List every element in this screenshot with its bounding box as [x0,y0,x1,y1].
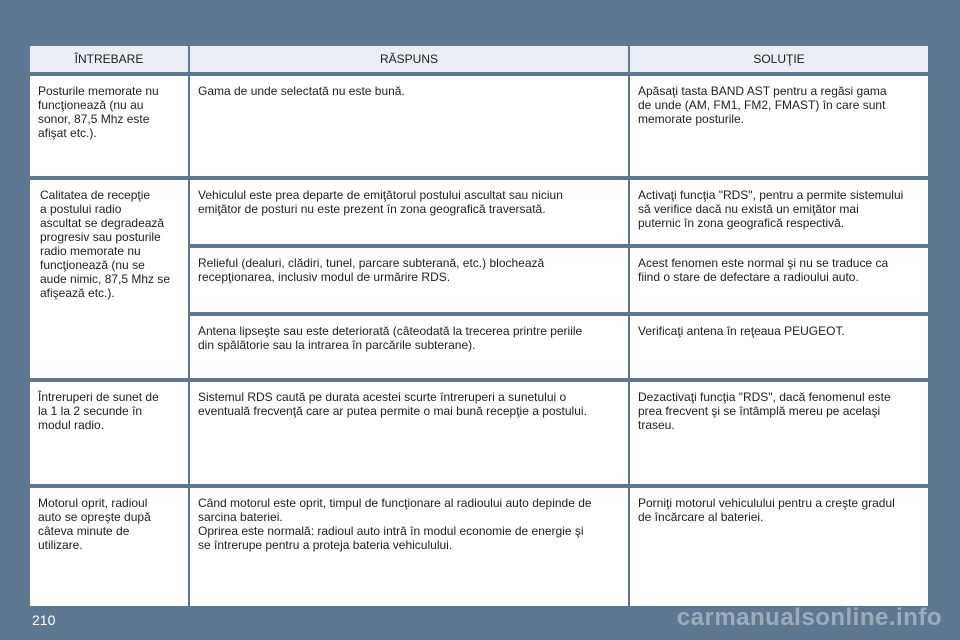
row2-sub2-solution: Acest fenomen este normal şi nu se traduce ca fiind o stare de defectare a radioului auto. [630,248,928,312]
header-answer: RĂSPUNS [190,46,628,72]
page-number: 210 [32,612,56,628]
row4-question: Motorul oprit, radioul auto se opreşte după câteva minute de utilizare. [30,488,188,606]
row1-question: Posturile memorate nu funcţionează (nu au sonor, 87,5 Mhz este afişat etc.). [30,76,188,176]
header-question: ÎNTREBARE [30,46,188,72]
row2-question: Calitatea de recepţie a postului radio ascultat se degradează progresiv sau posturile radio memorate nu funcţionează (nu se aude nimic, 87,5 Mhz se afişează etc.). [30,180,188,378]
row2-sub1-answer: Vehiculul este prea departe de emiţătorul postului ascultat sau niciun emiţător de posturi nu este prezent în zona geografică traversată. [190,180,628,244]
row3-solution: Dezactivaţi funcţia "RDS", dacă fenomenul este prea frecvent şi se întâmplă mereu pe acelaşi traseu. [630,382,928,484]
row4-answer: Când motorul este oprit, timpul de funcţionare al radioului auto depinde de sarcina bateriei. Oprirea este normală: radioul auto intră în modul economie de energie şi se întrerupe pentru a proteja bateria vehiculului. [190,488,628,606]
watermark: carmanualsonline.info [676,604,942,631]
row2-sub3-solution: Verificaţi antena în reţeaua PEUGEOT. [630,316,928,378]
row3-answer: Sistemul RDS caută pe durata acestei scurte întreruperi a sunetului o eventuală frecvenţă care ar putea permite o mai bună recepţie a postului. [190,382,628,484]
row2-sub1-solution: Activaţi funcţia "RDS", pentru a permite sistemului să verifice dacă nu există un emiţător mai puternic în zona geografică respectivă. [630,180,928,244]
row2-sub2-answer: Relieful (dealuri, clădiri, tunel, parcare subterană, etc.) blochează recepţionarea, inclusiv modul de urmărire RDS. [190,248,628,312]
row2-sub3-answer: Antena lipseşte sau este deteriorată (câteodată la trecerea printre periile din spălătorie sau la intrarea în parcările subterane). [190,316,628,378]
row1-answer: Gama de unde selectată nu este bună. [190,76,628,176]
header-solution: SOLUŢIE [630,46,928,72]
row4-solution: Porniţi motorul vehiculului pentru a creşte gradul de încărcare al bateriei. [630,488,928,606]
row1-solution: Apăsaţi tasta BAND AST pentru a regăsi gama de unde (AM, FM1, FM2, FMAST) în care sunt memorate posturile. [630,76,928,176]
row3-question: Întreruperi de sunet de la 1 la 2 secunde în modul radio. [30,382,188,484]
